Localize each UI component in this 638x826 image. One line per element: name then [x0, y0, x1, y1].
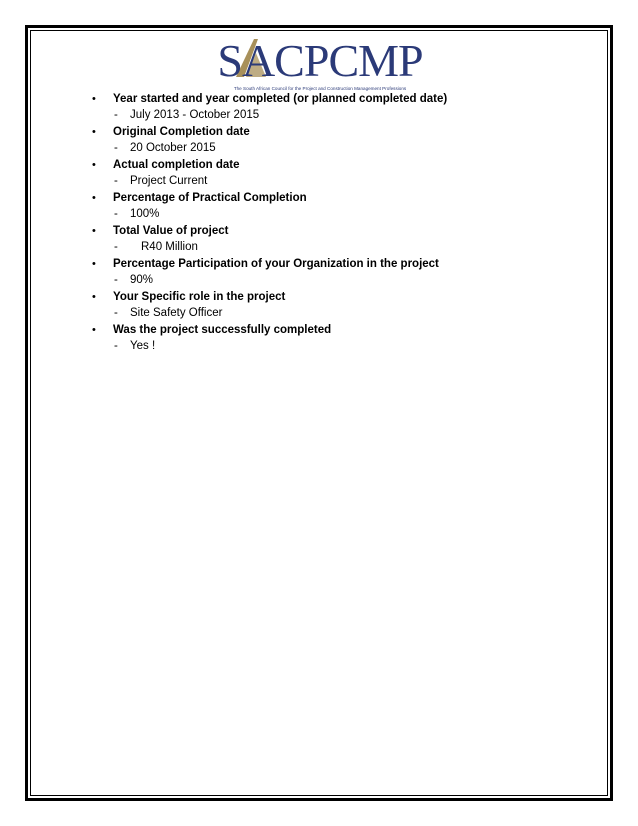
list-item	[92, 92, 592, 122]
item-value: 90%	[130, 274, 154, 286]
logo-wordmark: SACPCMP	[217, 35, 423, 86]
bullet-icon: •	[92, 126, 96, 138]
list-item	[92, 191, 592, 221]
item-label: Year started and year completed (or planned completed date)	[113, 93, 448, 105]
dash-icon: -	[114, 274, 118, 286]
sacpcmp-logo	[196, 33, 444, 93]
dash-icon: -	[114, 340, 118, 352]
logo-graphic	[196, 33, 444, 93]
dash-icon: -	[114, 175, 118, 187]
bullet-icon: •	[92, 258, 96, 270]
list-item	[92, 224, 592, 254]
item-label: Actual completion date	[113, 159, 240, 171]
list-item	[92, 158, 592, 188]
item-value: Site Safety Officer	[130, 307, 223, 319]
item-label: Original Completion date	[113, 126, 250, 138]
list-item	[92, 257, 592, 287]
item-label: Your Specific role in the project	[113, 291, 286, 303]
dash-icon: -	[114, 307, 118, 319]
bullet-icon: •	[92, 192, 96, 204]
item-value: Project Current	[130, 175, 208, 187]
list-item	[92, 125, 592, 155]
dash-icon: -	[114, 241, 118, 253]
dash-icon: -	[114, 109, 118, 121]
item-value: R40 Million	[141, 241, 198, 253]
item-value: Yes !	[130, 340, 156, 352]
dash-icon: -	[114, 142, 118, 154]
item-label: Was the project successfully completed	[113, 324, 332, 336]
item-label: Percentage of Practical Completion	[113, 192, 307, 204]
logo-tagline: The South African Council for the Project and Construction Management Professions	[233, 86, 407, 91]
item-value: 100%	[130, 208, 160, 220]
item-label: Total Value of project	[113, 225, 229, 237]
bullet-icon: •	[92, 159, 96, 171]
bullet-icon: •	[92, 225, 96, 237]
dash-icon: -	[114, 208, 118, 220]
item-value: July 2013 - October 2015	[130, 109, 260, 121]
list-item	[92, 323, 592, 353]
list-item	[92, 290, 592, 320]
item-value: 20 October 2015	[130, 142, 216, 154]
project-details	[92, 92, 592, 356]
project-details-list	[92, 92, 592, 353]
bullet-icon: •	[92, 324, 96, 336]
bullet-icon: •	[92, 93, 96, 105]
item-label: Percentage Participation of your Organization in the project	[113, 258, 439, 270]
bullet-icon: •	[92, 291, 96, 303]
